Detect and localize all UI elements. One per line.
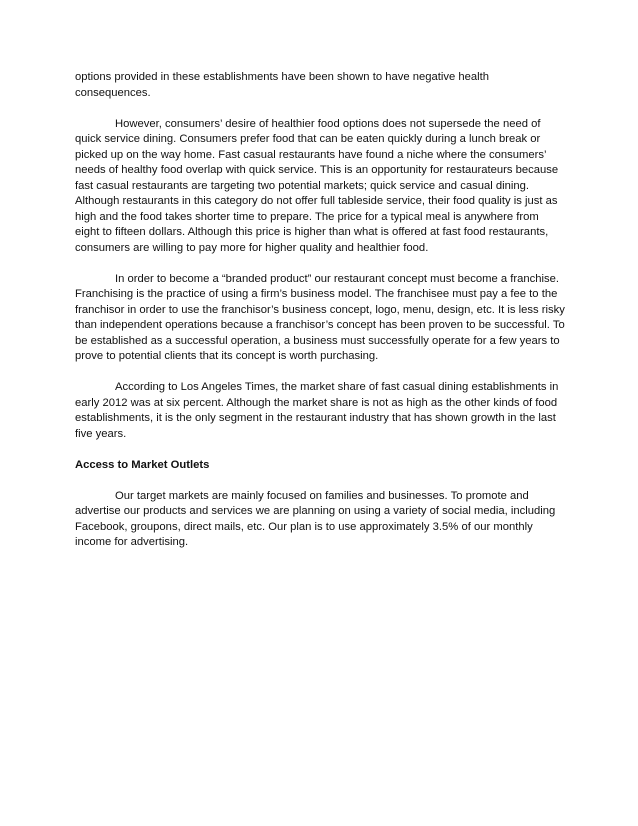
paragraph-market-share: According to Los Angeles Times, the market share of fast casual dining establishments in early 2012 was at six percent. Although the market share is not as high as the other kinds of food establishments, it is the only segment in the restaurant industry that has shown growth in the last five years.	[75, 381, 559, 440]
paragraph-continuation: options provided in these establishments have been shown to have negative health consequences.	[75, 71, 490, 99]
paragraph-quick-service: However, consumers’ desire of healthier food options does not supersede the need of quick service dining. Consumers prefer food that can be eaten quickly during a lunch break or picked up on the way home. Fast casual restaurants have found a niche where the consumers’ needs of healthy food overlap with quick service. This is an opportunity for restaurateurs because fast casual restaurants are targeting two potential markets; quick service and casual dining. Although restaurants in this category do not offer full tableside service, their food quality is just as high and the food takes shorter time to prepare. The price for a typical meal is anywhere from eight to fifteen dollars. Although this price is higher than what is offered at fast food restaurants, consumers are willing to pay more for higher quality and healthier food.	[75, 117, 559, 254]
paragraph-target-markets: Our target markets are mainly focused on families and businesses. To promote and advertise our products and services we are planning on using a variety of social media, including Facebook, groupons, direct mails, etc. Our plan is to use approximately 3.5% of our monthly income for advertising.	[75, 489, 556, 548]
document-body	[75, 70, 565, 566]
paragraph-franchise: In order to become a “branded product” our restaurant concept must become a franchise. Franchising is the practice of using a firm’s business model. The franchisee must pay a fee to the franchisor in order to use the franchisor’s business concept, logo, menu, design, etc. It is less risky than independent operations because a franchisor’s concept has been proven to be successful. To be established as a successful operation, a business must successfully operate for a few years to prove to potential clients that its concept is worth purchasing.	[75, 272, 565, 362]
section-heading: Access to Market Outlets	[75, 458, 210, 471]
